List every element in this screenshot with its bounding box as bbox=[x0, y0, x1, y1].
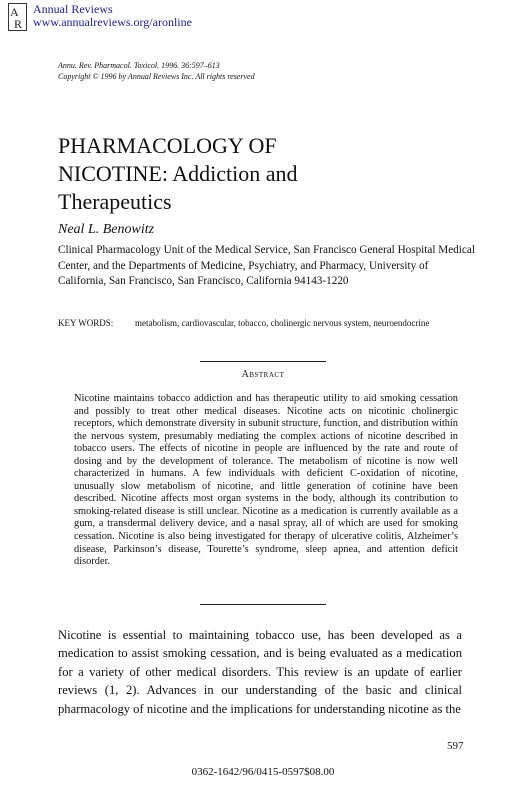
abstract-heading: Abstract bbox=[241, 369, 285, 380]
keywords-list: metabolism, cardiovascular, tobacco, cholinergic nervous system, neuroendocrine bbox=[135, 318, 430, 328]
divider bbox=[200, 604, 326, 605]
keywords-label: KEY WORDS: bbox=[58, 318, 114, 328]
page-number: 597 bbox=[447, 740, 464, 752]
journal-citation bbox=[58, 60, 255, 82]
publisher-header bbox=[33, 3, 192, 29]
author-name: Neal L. Benowitz bbox=[58, 222, 155, 237]
title-line: PHARMACOLOGY OF bbox=[58, 133, 277, 158]
copyright-line: Copyright © 1996 by Annual Reviews Inc. All rights reserved bbox=[58, 72, 255, 81]
title-line: Therapeutics bbox=[58, 189, 172, 214]
svg-text:A: A bbox=[10, 5, 19, 19]
author-affiliation: Clinical Pharmacology Unit of the Medical Service, San Francisco General Hospital Medical Center, and the Departments of Medicine, Psychiatry, and Pharmacy, University of California, San Francisco, San Francisco, California 94143-1220 bbox=[58, 244, 475, 287]
publisher-link[interactable]: Annual Reviews bbox=[33, 2, 113, 16]
annual-reviews-logo bbox=[8, 3, 27, 31]
article-title bbox=[58, 132, 478, 216]
divider bbox=[200, 361, 326, 362]
title-line: NICOTINE: Addiction and bbox=[58, 161, 298, 186]
citation-line: Annu. Rev. Pharmacol. Toxicol. 1996. 36:597–613 bbox=[58, 61, 220, 70]
abstract-text: Nicotine maintains tobacco addiction and has therapeutic utility to aid smoking cessation and possibly to treat other medical diseases. Nicotine acts on nicotinic cholinergic receptors, which demonstrate diversity in subunit structure, function, and distribution within the nervous system, presumably mediating the complex actions of nicotine described in tobacco users. The effects of nicotine in people are influenced by the rate and route of dosing and by the development of tolerance. The metabolism of nicotine is now well characterized in humans. A few individuals with deficient C-oxidation of nicotine, unusually slow metabolism of nicotine, and little generation of cotinine have been described. Nicotine affects most organ systems in the body, although its contribution to smoking-related disease is still unclear. Nicotine as a medication is currently available as a gum, a transdermal delivery device, and a nasal spray, all of which are used for smoking cessation. Nicotine is also being investigated for therapy of ulcerative colitis, Alzheimer’s disease, Parkinson’s disease, Tourette’s syndrome, sleep apnea, and attention deficit disorder. bbox=[74, 393, 458, 568]
publisher-url-link[interactable]: www.annualreviews.org/aronline bbox=[33, 15, 192, 29]
svg-text:R: R bbox=[14, 17, 23, 31]
price-code: 0362-1642/96/0415-0597$08.00 bbox=[191, 766, 335, 778]
body-paragraph: Nicotine is essential to maintaining tobacco use, has been developed as a medication to assist smoking cessation, and is being evaluated as a medication for a variety of other medical disorders. This review is an update of earlier reviews (1, 2). Advances in our understanding of the basic and clinical pharmacology of nicotine and the implications for understanding nicotine as the bbox=[58, 628, 462, 716]
